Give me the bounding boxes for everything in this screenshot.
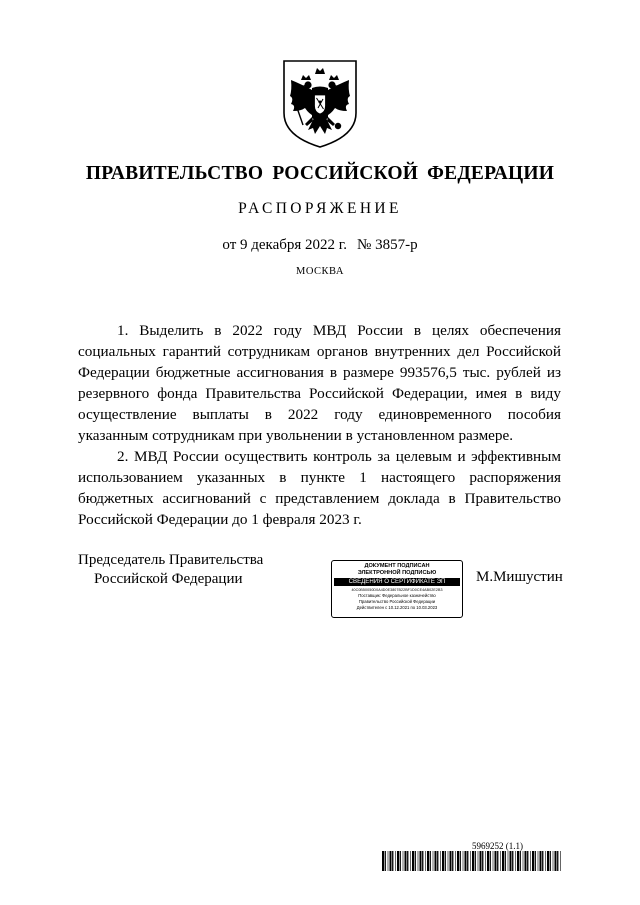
paragraph-2: 2. МВД России осуществить контроль за целевым и эффективным использованием указанных в пункте 1 настоящего распоряжения бюджетных ассигнований с представлением доклада в Правительство Российской Федерации до 1 февраля 2023 г. — [78, 448, 561, 528]
government-title: ПРАВИТЕЛЬСТВО РОССИЙСКОЙ ФЕДЕРАЦИИ — [85, 163, 555, 184]
signer-name: М.Мишустин — [476, 569, 563, 585]
date-number-line — [0, 237, 640, 254]
signer-position-line-2: Российской Федерации — [94, 571, 243, 587]
electronic-signature-stamp — [331, 560, 463, 618]
coat-of-arms-icon — [281, 58, 359, 150]
stamp-banner: СВЕДЕНИЯ О СЕРТИФИКАТЕ ЭП — [334, 578, 460, 586]
stamp-issuer-2: Правительство Российской Федерации — [358, 599, 436, 604]
signer-position-line-1: Председатель Правительства — [78, 552, 264, 568]
barcode-icon — [382, 851, 562, 871]
city-name: МОСКВА — [296, 266, 344, 277]
stamp-serial: 40C0B50050D0A4D0E3807B22BF1D0CE4AB02E2B3 — [351, 588, 443, 592]
document-number: № 3857-р — [357, 237, 418, 253]
stamp-line-2: ЭЛЕКТРОННОЙ ПОДПИСЬЮ — [357, 570, 437, 576]
signer-position — [78, 551, 288, 589]
document-body — [78, 320, 561, 530]
paragraph-1: 1. Выделить в 2022 году МВД России в целях обеспечения социальных гарантий сотрудникам органов внутренних дел Российской Федерации бюджетные ассигнования в размере 993576,5 тыс. рублей из резервного фонда Правительства Российской Федерации, имея в виду осуществление выплаты в 2022 году единовременного пособия указанным сотрудникам при увольнении в установленном размере. — [78, 322, 561, 444]
stamp-validity: Действителен с 10.12.2021 по 10.03.2023 — [356, 605, 438, 610]
document-date: от 9 декабря 2022 г. — [222, 237, 348, 253]
document-type: РАСПОРЯЖЕНИЕ — [238, 200, 402, 217]
stamp-issuer-1: Поставщик: Федеральное казначейство — [358, 593, 436, 598]
barcode-label: 5969252 (1.1) — [472, 841, 523, 851]
stamp-line-1: ДОКУМЕНТ ПОДПИСАН — [364, 563, 430, 569]
